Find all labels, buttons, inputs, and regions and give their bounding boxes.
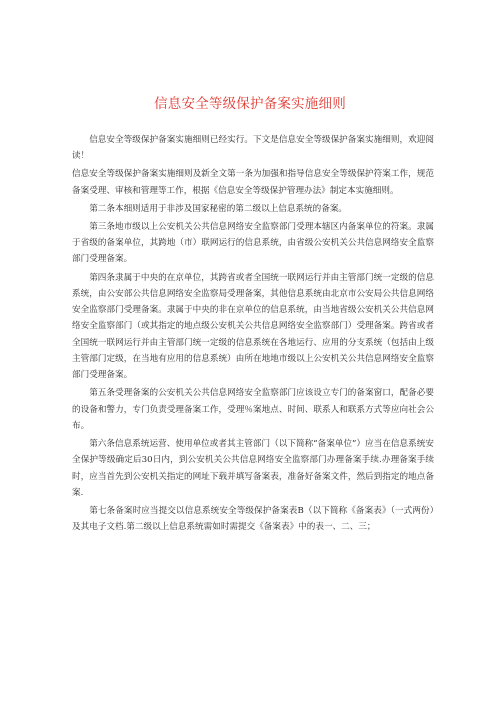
paragraph: 信息安全等级保护备案实施细则及新全文第一条为加强和指导信息安全等级保护符案工作，规范备案受理、审核和管理等工作，根据《信息安全等级保护管理办法》制定本实施细则。 — [72, 169, 434, 196]
paragraph: 第二条本细则适用于非涉及国家秘密的第二级以上信息系统的备案。 — [89, 203, 348, 214]
paragraph: 第六条信息系统运营、使用单位或者其主管部门（以下简称“备案单位”）应当在信息系统安全保护等级确定后30日内，到公安机关公共信息网络安全监察部门办理备案手续.办理备案手续时，应当首先到公安机关指定的网址下载并填写备案表，准备好备案文件，然后到指定的地点备案. — [72, 439, 434, 499]
paragraph: 第三条地市级以上公安机关公共信息网络安全监察部门受理本辖区内备案单位的符案。隶属于省级的备案单位，其跨地（市）联网运行的信息系统，由省级公安机关公共信息网络安全监察部门受理备案。 — [72, 221, 434, 265]
paragraph: 信息安全等级保护备案实施细则已经实行。下文是信息安全等级保护备案实施细则，欢迎阅读！ — [72, 135, 434, 162]
paragraph: 第七条备案时应当提交以信息系统安全等级保护备案表B（以下简称《备案表》（一式两份）及其电子文档.第二级以上信息系统需如时需提交《备案表》中的表一、二、三； — [72, 506, 434, 533]
paragraph: 第四条隶属于中央的在京单位，其跨省或者全国统一联网运行并由主管部门统一定级的信息系统，由公安部公共信息网络安全监察局受理备案，其他信息系统由北京市公安局公共信息网络安全监察部门受理备案。隶属于中央的非在京单位的信息系统，由当地省级公安机关公共信息网络安全监察部门（或其指定的地点级公安机关公共信息网络安全监察部门）受理备案。跨省或者全国统一联网运行并由主管部门统一定级的信息系统在各地运行、应用的分支系统（包括由上级主管部门定级，在当地有应用的信息系统）由所在地地市级以上公安机关公共信息网络安全监察部门受理备案。 — [72, 272, 434, 381]
document-title: 信息安全等级保护备案实施细则 — [154, 96, 346, 112]
document-body — [72, 132, 434, 538]
paragraph: 第五条受理备案的公安机关公共信息网络安全监察部门应该设立专门的备案窗口，配备必要的设备和警力，专门负责受理备案工作，受理％案地点、时间、联系人和联系方式等应向社会公布。 — [72, 388, 434, 432]
